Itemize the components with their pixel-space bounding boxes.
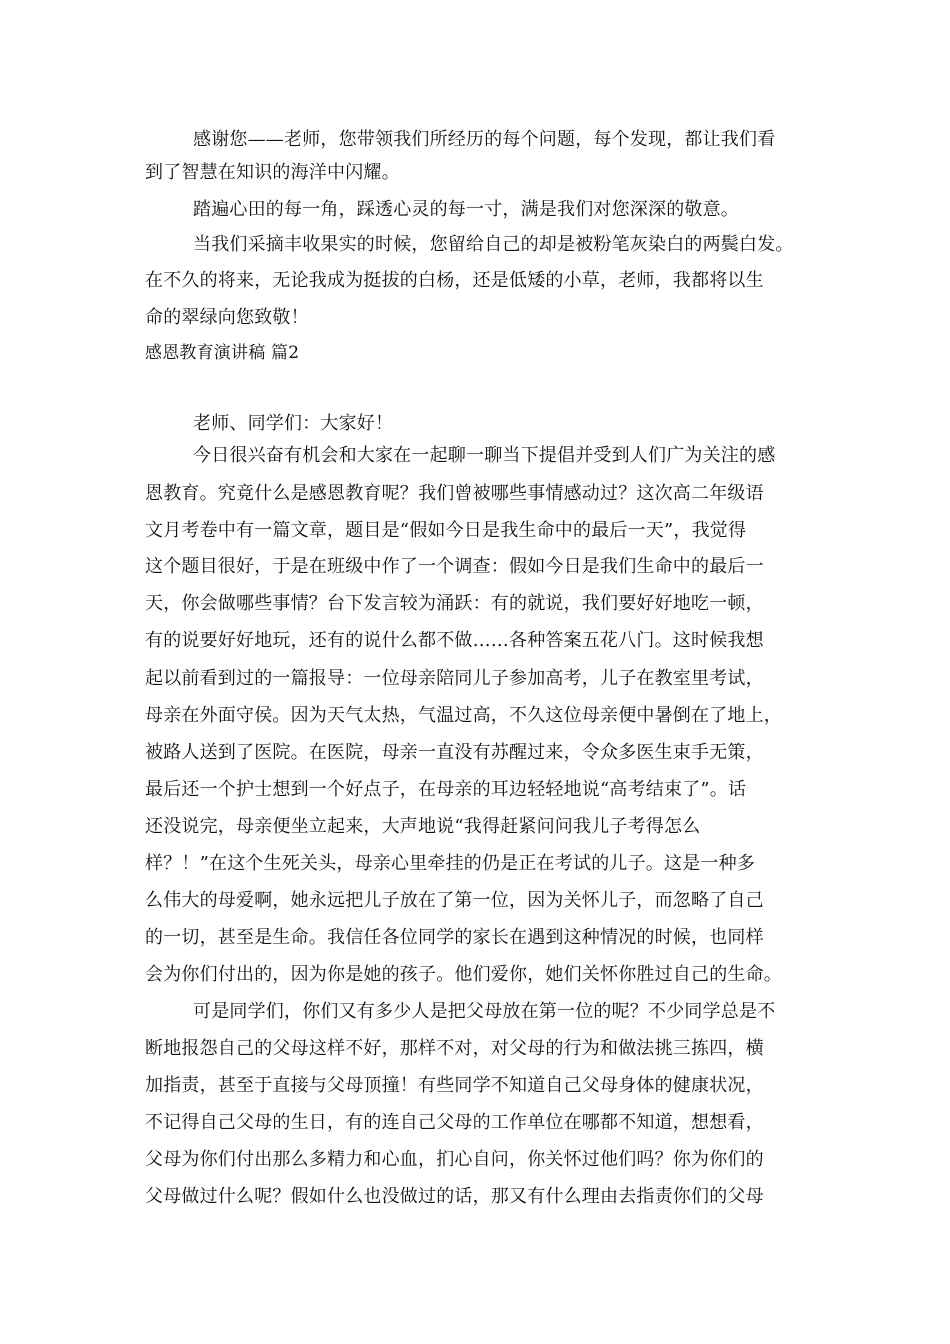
paragraph-line: 么伟大的母爱啊，她永远把儿子放在了第一位，因为关怀儿子，而忽略了自己 [145,890,764,911]
paragraph-line: 最后还一个护士想到一个好点子，在母亲的耳边轻轻地说“高考结束了”。话 [145,779,747,800]
paragraph-line: 在不久的将来，无论我成为挺拔的白杨，还是低矮的小草，老师，我都将以生 [145,270,764,291]
paragraph-line: 还没说完，母亲便坐立起来，大声地说“我得赶紧问问我儿子考得怎么 [145,816,701,837]
paragraph-line: 断地报怨自己的父母这样不好，那样不对，对父母的行为和做法挑三拣四，横 [145,1038,764,1059]
greeting-line: 老师、同学们：大家好！ [193,413,394,434]
paragraph-line: 的一切，甚至是生命。我信任各位同学的家长在遇到这种情况的时候，也同样 [145,927,764,948]
paragraph-line: 不记得自己父母的生日，有的连自己父母的工作单位在哪都不知道，想想看， [145,1112,764,1133]
paragraph-line: 感谢您——老师，您带领我们所经历的每个问题，每个发现，都让我们看 [193,129,776,150]
paragraph-line: 文月考卷中有一篇文章，题目是“假如今日是我生命中的最后一天”，我觉得 [145,520,747,541]
paragraph-line: 会为你们付出的，因为你是她的孩子。他们爱你，她们关怀你胜过自己的生命。 [145,964,782,985]
paragraph-line: 样？！”在这个生死关头，母亲心里牵挂的仍是正在考试的儿子。这是一种多 [145,853,755,874]
paragraph-line: 父母做过什么呢？假如什么也没做过的话，那又有什么理由去指责你们的父母 [145,1186,764,1207]
paragraph-line: 踏遍心田的每一角，踩透心灵的每一寸，满是我们对您深深的敬意。 [193,199,739,220]
paragraph-line: 这个题目很好，于是在班级中作了一个调查：假如今日是我们生命中的最后一 [145,556,764,577]
paragraph-line: 加指责，甚至于直接与父母顶撞！有些同学不知道自己父母身体的健康状况， [145,1075,764,1096]
paragraph-line: 恩教育。究竟什么是感恩教育呢？我们曾被哪些事情感动过？这次高二年级语 [145,483,764,504]
paragraph-line: 天，你会做哪些事情？台下发言较为涌跃：有的就说，我们要好好地吃一顿， [145,593,764,614]
paragraph-line: 起以前看到过的一篇报导：一位母亲陪同儿子参加高考，儿子在教室里考试， [145,668,764,689]
paragraph-line: 当我们采摘丰收果实的时候，您留给自己的却是被粉笔灰染白的两鬓白发。 [193,234,794,255]
section-heading: 感恩教育演讲稿 篇2 [145,343,300,363]
paragraph-line: 母亲在外面守侯。因为天气太热，气温过高，不久这位母亲便中暑倒在了地上， [145,705,782,726]
paragraph-line: 今日很兴奋有机会和大家在一起聊一聊当下提倡并受到人们广为关注的感 [193,445,776,466]
paragraph-line: 有的说要好好地玩，还有的说什么都不做……各种答案五花八门。这时候我想 [145,630,764,651]
paragraph-line: 父母为你们付出那么多精力和心血，扪心自问，你关怀过他们吗？你为你们的 [145,1149,764,1170]
paragraph-line: 被路人送到了医院。在医院，母亲一直没有苏醒过来，令众多医生束手无策， [145,742,764,763]
paragraph-line: 可是同学们，你们又有多少人是把父母放在第一位的呢？不少同学总是不 [193,1001,776,1022]
paragraph-line: 命的翠绿向您致敬！ [145,307,309,328]
paragraph-line: 到了智慧在知识的海洋中闪耀。 [145,162,400,183]
